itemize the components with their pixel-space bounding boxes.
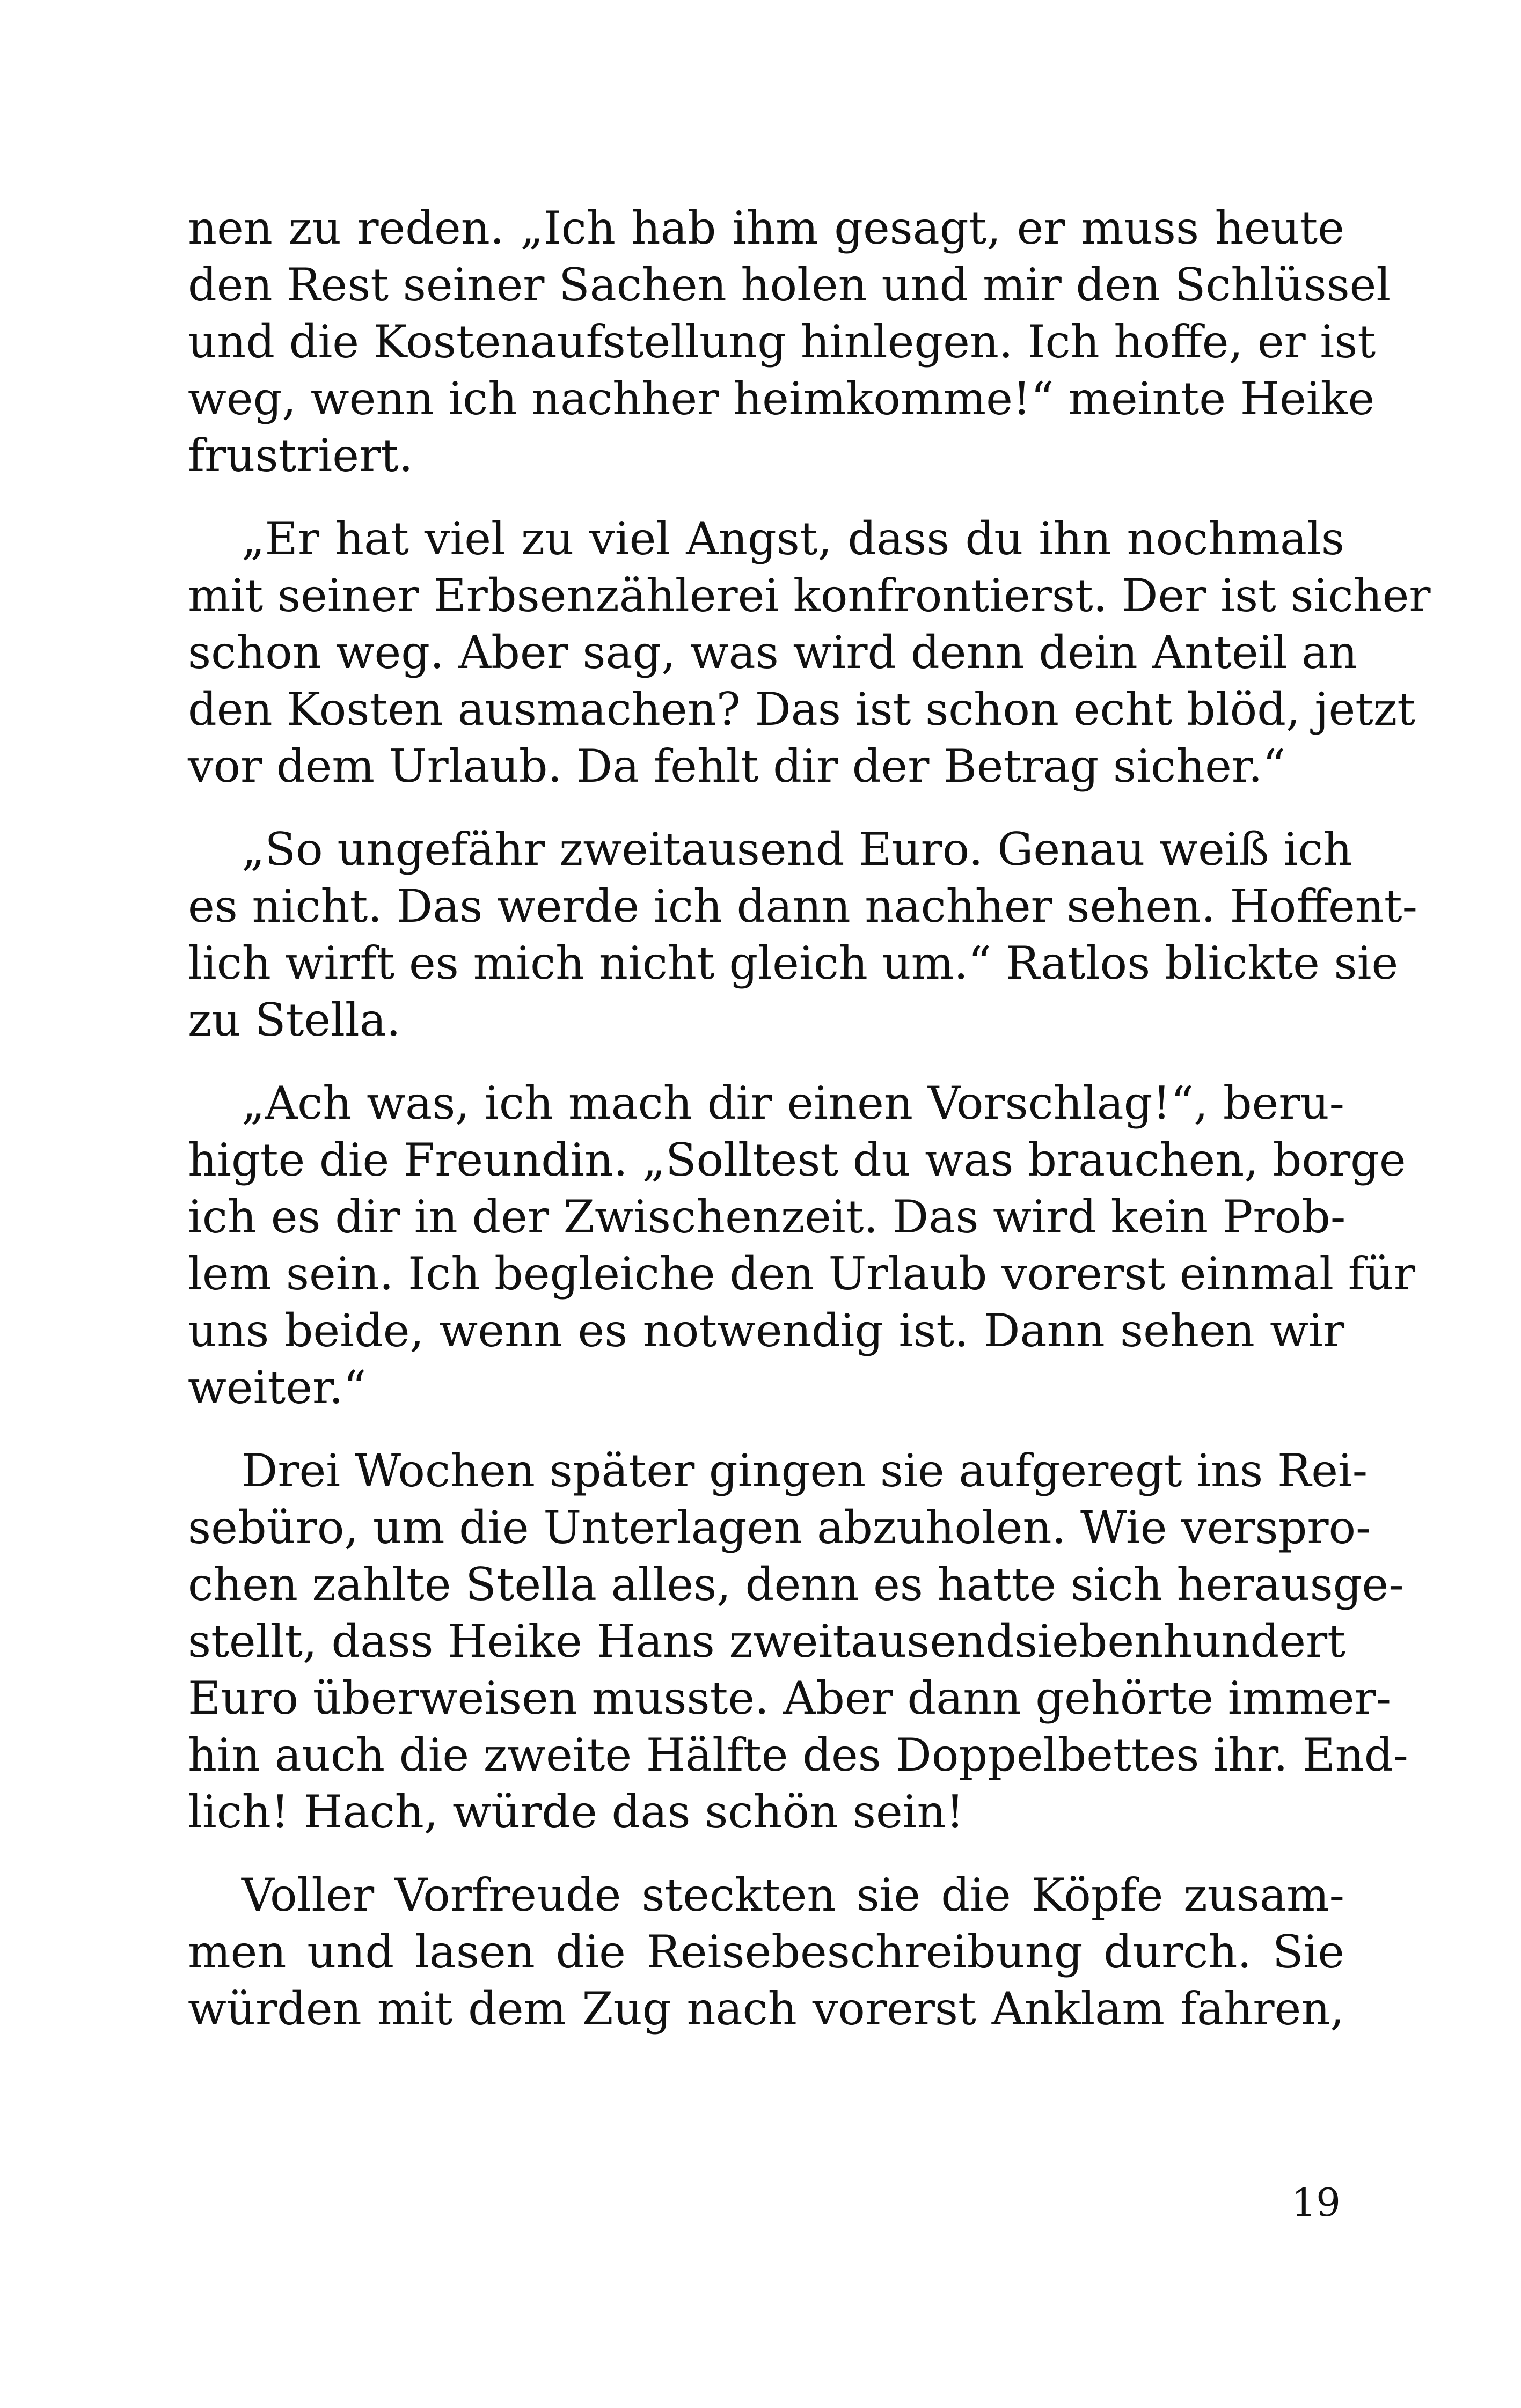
text-line: zu Stella. (188, 994, 401, 1046)
text-line: Voller Vorfreude steckten sie die Köpfe zusam- (242, 1869, 1344, 1921)
text-line: weg, wenn ich nachher heimkomme!“ meinte Heike (188, 372, 1375, 425)
text-line: den Kosten ausmachen? Das ist schon echt blöd, jetzt (188, 683, 1415, 736)
text-line: Drei Wochen später gingen sie aufgeregt ins Rei- (242, 1444, 1368, 1497)
text-line: mit seiner Erbsenzählerei konfrontierst. Der ist sicher (188, 569, 1431, 622)
text-line: und die Kostenaufstellung hinlegen. Ich hoffe, er ist (188, 315, 1376, 368)
text-line: higte die Freundin. „Solltest du was brauchen, borge (188, 1134, 1406, 1186)
text-line: stellt, dass Heike Hans zweitausendsiebenhundert (188, 1615, 1346, 1668)
text-line: den Rest seiner Sachen holen und mir den Schlüssel (188, 259, 1391, 311)
text-line: lem sein. Ich begleiche den Urlaub vorerst einmal für (188, 1247, 1416, 1300)
text-line: Euro überweisen musste. Aber dann gehörte immer- (188, 1672, 1392, 1724)
text-line: lich! Hach, würde das schön sein! (188, 1786, 964, 1838)
text-line: ich es dir in der Zwischenzeit. Das wird kein Prob- (188, 1191, 1346, 1243)
text-line: „So ungefähr zweitausend Euro. Genau weiß ich (242, 823, 1352, 876)
text-line: uns beide, wenn es notwendig ist. Dann sehen wir (188, 1304, 1344, 1357)
paragraph-3 (188, 821, 1418, 1048)
text-line: sebüro, um die Unterlagen abzuholen. Wie verspro- (188, 1501, 1371, 1554)
text-line: lich wirft es mich nicht gleich um.“ Ratlos blickte sie (188, 937, 1399, 989)
text-line: „Ach was, ich mach dir einen Vorschlag!“, beru- (242, 1077, 1344, 1129)
paragraph-4 (188, 1075, 1416, 1416)
text-line: „Er hat viel zu viel Angst, dass du ihn nochmals (242, 512, 1344, 565)
paragraph-1 (188, 200, 1391, 484)
text-line: hin auch die zweite Hälfte des Doppelbettes ihr. End- (188, 1729, 1408, 1781)
text-line: weiter.“ (188, 1361, 367, 1414)
text-line: men und lasen die Reisebeschreibung durch. Sie (188, 1926, 1344, 1978)
page-number: 19 (1291, 2180, 1341, 2225)
paragraph-5 (188, 1442, 1408, 1840)
text-line: nen zu reden. „Ich hab ihm gesagt, er muss heute (188, 202, 1344, 254)
text-line: würden mit dem Zug nach vorerst Anklam fahren, (188, 1983, 1344, 2035)
body-text (188, 200, 1431, 2064)
paragraph-2 (188, 510, 1431, 795)
paragraph-6 (188, 1867, 1344, 2037)
text-line: vor dem Urlaub. Da fehlt dir der Betrag sicher.“ (188, 740, 1286, 792)
text-line: chen zahlte Stella alles, denn es hatte sich herausge- (188, 1558, 1404, 1611)
text-line: es nicht. Das werde ich dann nachher sehen. Hoffent- (188, 880, 1418, 933)
text-line: schon weg. Aber sag, was wird denn dein Anteil an (188, 626, 1358, 679)
text-line: frustriert. (188, 429, 413, 482)
